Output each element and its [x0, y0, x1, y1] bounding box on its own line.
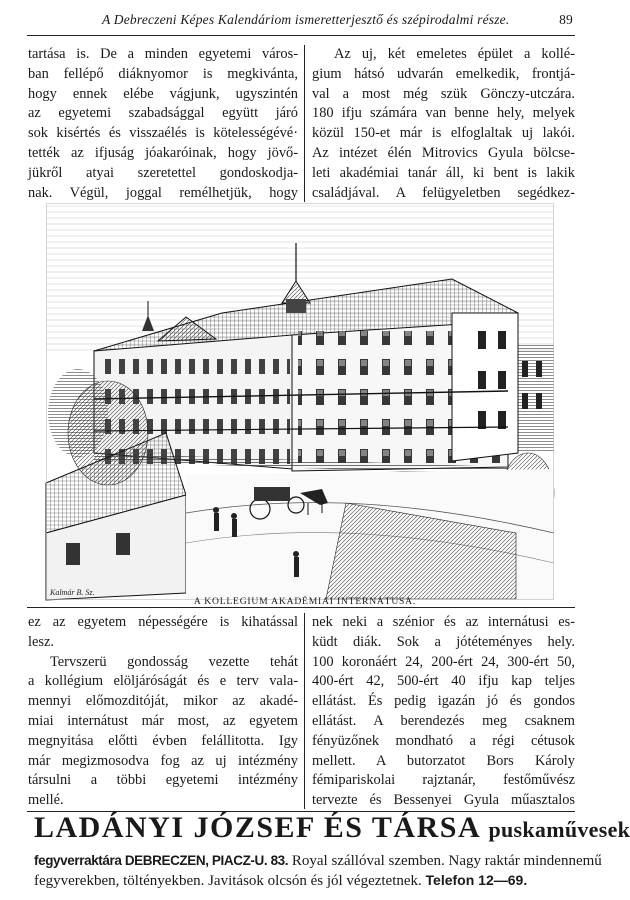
running-head-title: A Debreczeni Képes Kalendáriom ismeretterjesztő és szépirodalmi része.	[102, 12, 510, 27]
bottom-left-column	[28, 613, 298, 811]
text-line: Tervszerü gondosság vezette tehát	[50, 653, 298, 670]
caption-rule	[27, 607, 575, 608]
text-line: jükről atyai szeretettel gondoskodja-	[28, 164, 298, 181]
text-line: hogy ennek elébe vágjunk, ugyszintén	[28, 85, 298, 102]
text-line: sok kisértés és visszaélés is kötelességévé·	[28, 125, 298, 142]
text-line: mellett. A butorzatot Bors Károly	[312, 752, 575, 769]
text-line: 400-ért 42, 500-ért 40 ifju kap teljes	[312, 673, 575, 690]
text-line: nek neki a szénior és az internátusi es-	[312, 614, 575, 630]
text-line: 180 ifju számára van benne hely, melyek	[312, 105, 575, 122]
advert-phone: Telefon 12—69.	[425, 872, 528, 888]
text-line: tartása is. De a minden egyetemi város-	[28, 46, 298, 62]
advert-address-bold: fegyverraktára DEBRECZEN, PIACZ-U. 83.	[34, 853, 289, 868]
text-line: Az uj, két emeletes épület a kollé-	[334, 46, 575, 62]
text-line: tervezte és Bessenyei Gyula műasztalos	[312, 792, 575, 809]
top-right-column	[312, 45, 575, 203]
text-line: társulni a többi egyetemi intézmény	[28, 772, 298, 789]
text-line: nak. Végül, joggal remélhetjük, hogy	[28, 184, 298, 201]
text-line: ellátást. És pedig igazán jó és gondos	[312, 693, 575, 710]
text-line: tették az ifjuság jóakaróinak, hogy jövő-	[28, 144, 298, 161]
text-line: miai internátust már most, az egyetem	[28, 712, 298, 729]
advert-address-rest: Royal szállóval szemben. Nagy raktár mindennemű	[291, 853, 602, 869]
text-line: küdt diák. Sok a jótéteményes hely.	[312, 633, 575, 650]
text-line: már megizmosodva fog az uj intézmény	[28, 752, 298, 769]
text-line: az egyetemi szabadsággal együtt járó	[28, 105, 298, 122]
advert-services-text: fegyverekben, töltényekben. Javitások olcsón és jól végeztetnek.	[34, 873, 422, 889]
text-line: családjával. A felügyeletben segédkez-	[312, 184, 575, 201]
advert-services-line	[34, 872, 564, 890]
advert-trade: puskaművesek	[488, 817, 630, 842]
text-line: mellé.	[28, 792, 64, 809]
bottom-column-rule	[304, 613, 305, 809]
running-head	[30, 10, 573, 34]
text-line: val a most még szük Gönczy-utczára.	[312, 85, 575, 102]
top-column-rule	[304, 45, 305, 202]
text-line: 100 koronáért 24, 200-ért 24, 300-ért 50,	[312, 653, 575, 670]
text-line: fémipariskolai rajztanár, festőművész	[312, 772, 575, 789]
header-rule	[27, 35, 575, 36]
text-line: fényüzőnek mondható a régi cétusok	[312, 732, 575, 749]
text-line: lesz.	[28, 633, 54, 650]
text-line: megnyitása előtti évben felállitotta. Igy	[28, 732, 298, 749]
advert-address-line	[34, 853, 602, 870]
text-line: Az intézet élén Mitrovics Gyula bölcse-	[312, 144, 575, 161]
page-number: 89	[559, 12, 573, 27]
artist-signature: Kalmár B. Sz.	[50, 588, 95, 597]
text-line: ellátást. A berendezés meg csaknem	[312, 712, 575, 729]
figure-caption: A KOLLEGIUM AKADÉMIAI INTERNÁTUSA.	[193, 596, 417, 607]
advert-name-text: LADÁNYI JÓZSEF ÉS TÁRSA	[34, 811, 480, 844]
advert-company-name	[34, 811, 630, 845]
text-line: ban fellépő diáknyomor is megkivánta,	[28, 65, 298, 82]
text-line: gium hátsó udvarán emelkedik, frontjá-	[312, 65, 575, 82]
text-line: ez az egyetem népességére is kihatással	[28, 614, 298, 630]
text-line: leti akadémiai tanár áll, ki bent is lakik	[312, 164, 575, 181]
text-line: közül 150-et már is elfoglaltak uj lakói.	[312, 125, 575, 142]
text-line: mennyi előmozditóját, mikor az akadé-	[28, 693, 298, 710]
top-left-column	[28, 45, 298, 203]
text-line: a kollégium elöljáróságát és e terv vala-	[28, 673, 298, 690]
college-building-engraving	[46, 203, 554, 600]
bottom-right-column	[312, 613, 575, 811]
